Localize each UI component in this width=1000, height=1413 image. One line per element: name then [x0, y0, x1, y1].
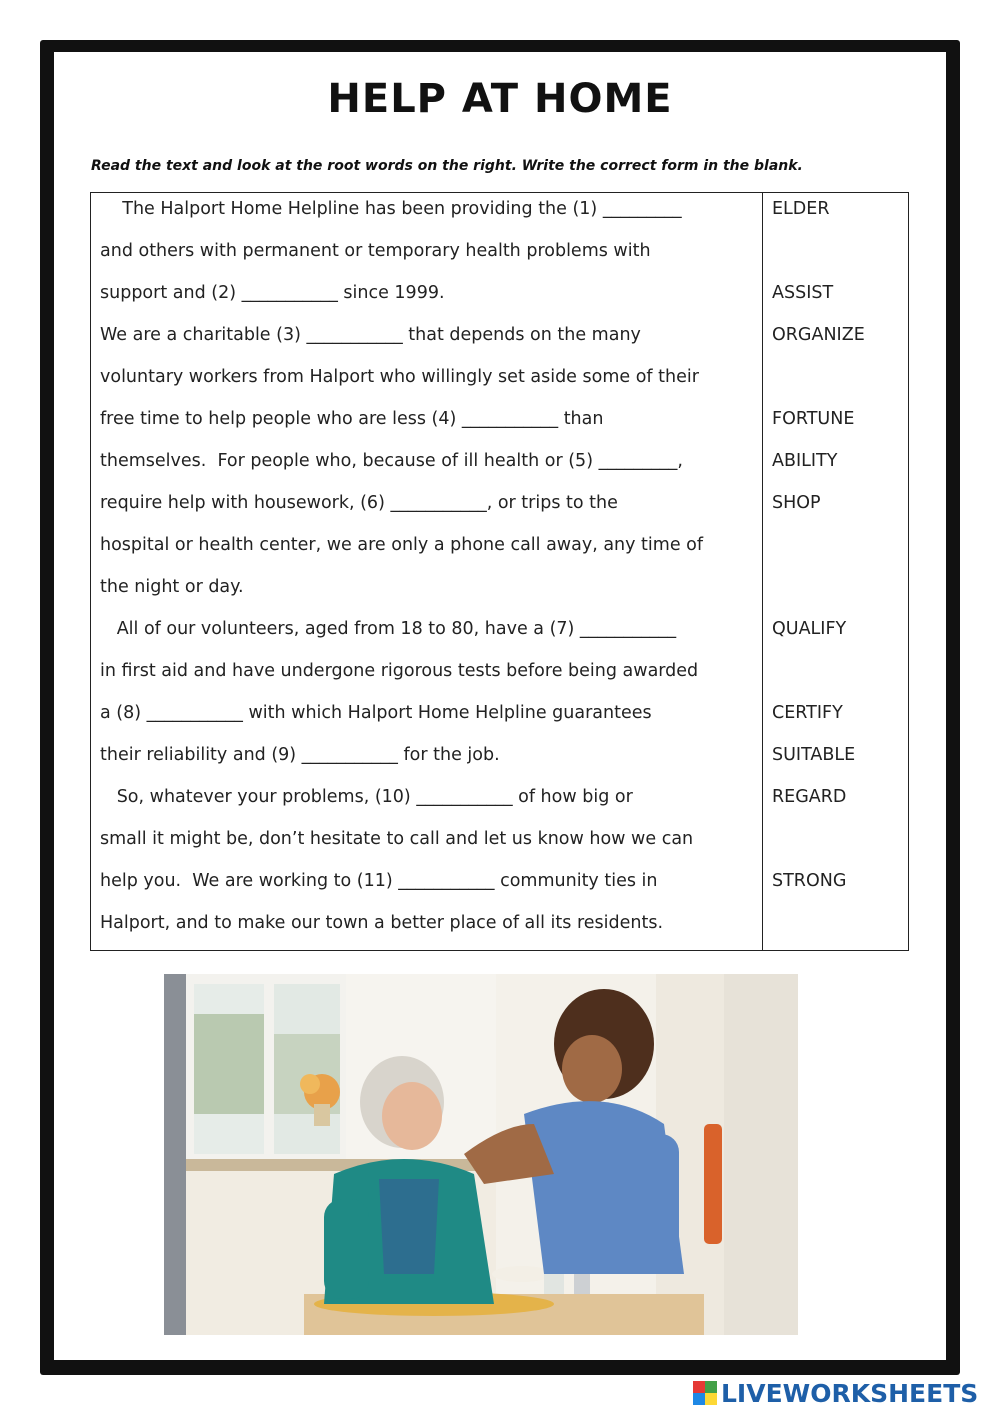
root-word: REGARD	[772, 787, 847, 807]
text-line: themselves. For people who, because of ill health or (5) _________,	[100, 451, 683, 471]
page-title: HELP AT HOME	[327, 76, 673, 122]
logo-square-blue	[693, 1393, 705, 1405]
text-line: their reliability and (9) ___________ for the job.	[100, 745, 500, 765]
logo-square-red	[693, 1381, 705, 1393]
logo-square-green	[705, 1381, 717, 1393]
text-line: and others with permanent or temporary health problems with	[100, 241, 651, 261]
carer-photo	[164, 974, 798, 1335]
text-line: help you. We are working to (11) ___________ community ties in	[100, 871, 658, 891]
text-line: So, whatever your problems, (10) ___________ of how big or	[100, 787, 633, 807]
column-divider	[762, 192, 763, 951]
text-line: in first aid and have undergone rigorous tests before being awarded	[100, 661, 699, 681]
liveworksheets-logo[interactable]	[693, 1376, 978, 1410]
root-word: QUALIFY	[772, 619, 847, 639]
text-line: free time to help people who are less (4) ___________ than	[100, 409, 604, 429]
text-line: voluntary workers from Halport who willingly set aside some of their	[100, 367, 699, 387]
text-line: support and (2) ___________ since 1999.	[100, 283, 445, 303]
root-word: ORGANIZE	[772, 325, 865, 345]
logo-grid-icon	[693, 1381, 717, 1405]
instructions: Read the text and look at the root words on the right. Write the correct form in the blank.	[91, 158, 803, 174]
text-line: The Halport Home Helpline has been providing the (1) _________	[100, 199, 682, 219]
root-word: ASSIST	[772, 283, 834, 303]
text-line: We are a charitable (3) ___________ that depends on the many	[100, 325, 641, 345]
root-word: SHOP	[772, 493, 821, 513]
root-word: CERTIFY	[772, 703, 843, 723]
carer-illustration	[164, 974, 798, 1335]
root-word: SUITABLE	[772, 745, 856, 765]
root-word: STRONG	[772, 871, 847, 891]
brand-name: LIVEWORKSHEETS	[721, 1378, 979, 1408]
text-line: the night or day.	[100, 577, 244, 597]
text-line: Halport, and to make our town a better place of all its residents.	[100, 913, 664, 933]
root-word: FORTUNE	[772, 409, 855, 429]
text-line: All of our volunteers, aged from 18 to 80, have a (7) ___________	[100, 619, 677, 639]
root-word: ABILITY	[772, 451, 838, 471]
logo-square-yellow	[705, 1393, 717, 1405]
text-line: a (8) ___________ with which Halport Home Helpline guarantees	[100, 703, 652, 723]
text-line: hospital or health center, we are only a phone call away, any time of	[100, 535, 704, 555]
text-line: small it might be, don’t hesitate to call and let us know how we can	[100, 829, 694, 849]
root-word: ELDER	[772, 199, 830, 219]
text-line: require help with housework, (6) ___________, or trips to the	[100, 493, 618, 513]
